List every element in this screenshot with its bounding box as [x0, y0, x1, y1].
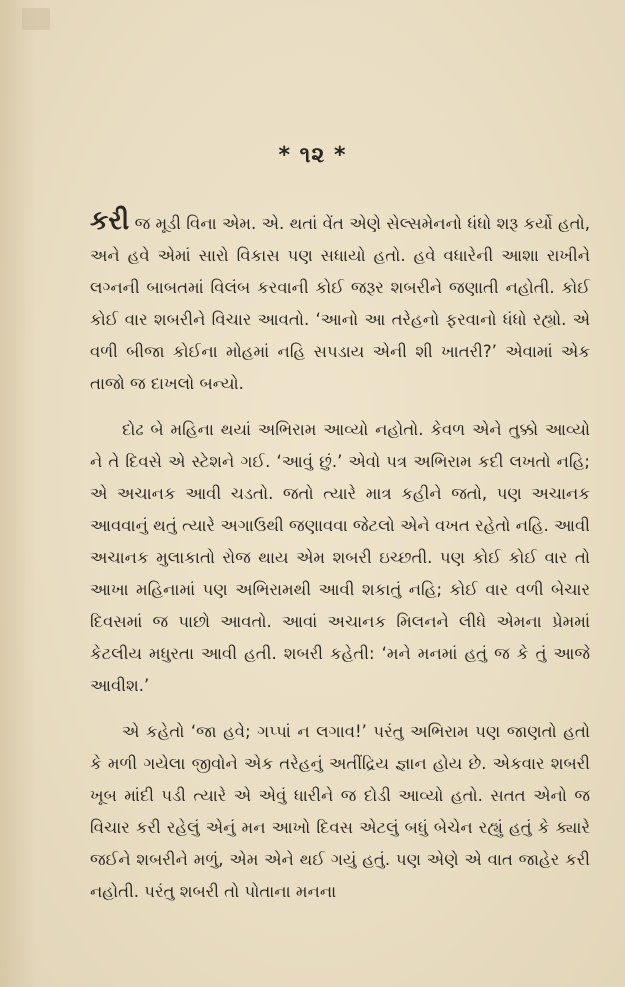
drop-cap: કરી: [90, 206, 130, 236]
body-text: [90, 205, 590, 922]
chapter-heading: * ૧૨ *: [278, 143, 347, 168]
paragraph-3: એ કહેતો ‘જા હવે; ગપ્પાં ન લગાવ!’ પરંતુ અભિરામ પણ જાણતો હતો કે મળી ગયેલા જીવોને એક તરેહનું અતીંદ્રિય જ્ઞાન હોય છે. એકવાર શબરી ખૂબ માંદી પડી ત્યારે એ એવું ધારીને જ દોડી આવ્યો હતો. સતત એનો જ વિચાર કરી રહેલું એનું મન આખો દિવસ એટલું બધું બેચેન રહ્યું હતું કે ક્યારે જઈને શબરીને મળું, એમ એને થઈ ગયું હતું. પણ એણે એ વાત જાહેર કરી નહોતી. પરંતુ શબરી તો પોતાના મનના: [90, 722, 590, 901]
paragraph-1: [90, 205, 590, 400]
paragraph-2: દોઢ બે મહિના થયાં અભિરામ આવ્યો નહોતો. કેવળ એને તુક્કો આવ્યો ને તે દિવસે એ સ્ટેશને ગઈ. ‘આવું છું.’ એવો પત્ર અભિરામ કદી લખતો નહિ; એ અચાનક આવી ચડતો. જતો ત્યારે માત્ર કહીને જતો, પણ અચાનક આવવાનું થતું ત્યારે અગાઉથી જણાવવા જેટલો એને વખત રહેતો નહિ. આવી અચાનક મુલાકાતો રોજ થાય એમ શબરી ઇચ્છતી. પણ કોઈ કોઈ વાર તો આખા મહિનામાં પણ અભિરામથી આવી શકાતું નહિ; કોઈ વાર વળી બેચાર દિવસમાં જ પાછો આવતો. આવાં અચાનક મિલનને લીધે એમના પ્રેમમાં કેટલીય મધુરતા આવી હતી. શબરી કહેતી: ‘મને મનમાં હતું જ કે તું આજે આવીશ.’: [90, 420, 590, 695]
faded-page-mark: [22, 8, 50, 30]
paragraph-1-text: જ મૂડી વિના એમ. એ. થતાં વેંત એણે સેલ્સમેનનો ધંધો શરૂ કર્યો હતો, અને હવે એમાં સારો વિકાસ પણ સધાયો હતો. હવે વધારેની આશા રાખીને લગ્નની બાબતમાં વિલંબ કરવાની કોઈ જરૂર શબરીને જણાતી નહોતી. કોઈ કોઈ વાર શબરીને વિચાર આવતો. ‘આનો આ તરેહનો ફરવાનો ધંધો રહ્યો. એ વળી બીજા કોઈના મોહમાં નહિ સપડાય એની શી ખાતરી?’ એવામાં એક તાજો જ દાખલો બન્યો.: [90, 214, 590, 393]
